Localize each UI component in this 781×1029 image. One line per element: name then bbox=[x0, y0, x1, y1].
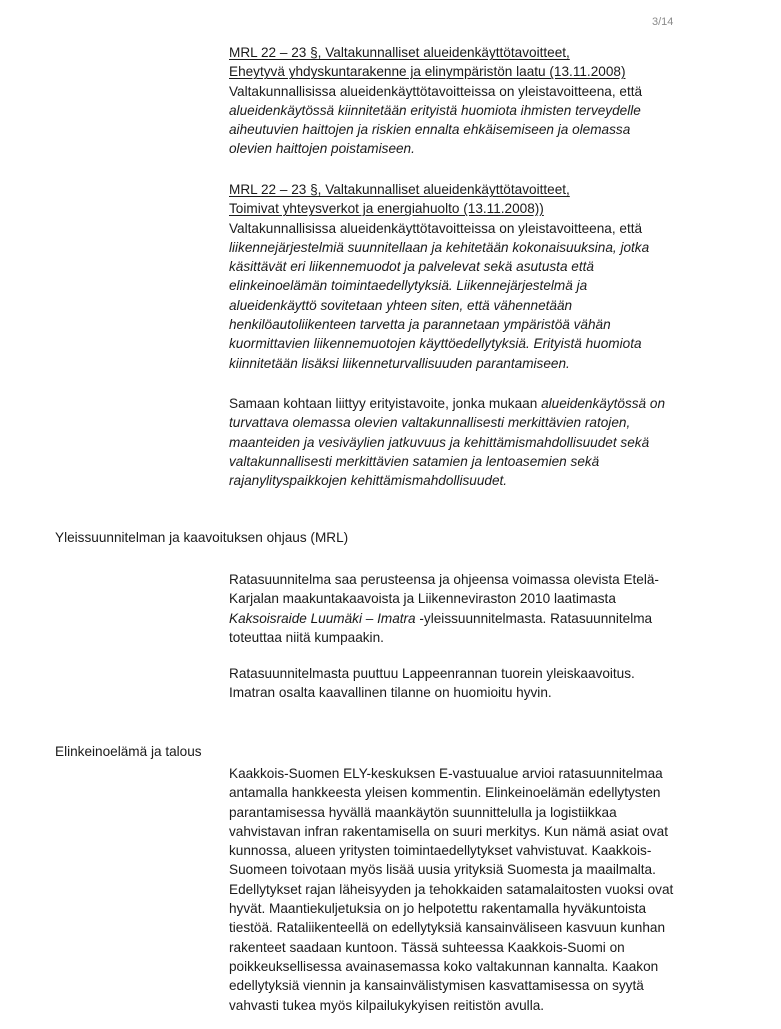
section-heading-line: Toimivat yhteysverkot ja energiahuolto (13.11.2008)) bbox=[229, 201, 544, 217]
quote-line: henkilöautoliikenteen tarvetta ja parannetaan ympäristöä vähän bbox=[229, 317, 611, 333]
quote-line: käsittävät eri liikennemuodot ja palvelevat sekä asutusta että bbox=[229, 259, 594, 275]
plain-text: Samaan kohtaan liittyy erityistavoite, jonka mukaan bbox=[229, 396, 542, 411]
page-number: 3/14 bbox=[652, 16, 674, 28]
paragraph-line: Valtakunnallisissa alueidenkäyttötavoitteissa on yleistavoitteena, että bbox=[229, 83, 643, 99]
section-yhteysverkot bbox=[229, 180, 729, 373]
paragraph-line: vahvistavan infran rakentamisella on suuri merkitys. Kun nämä asiat ovat bbox=[229, 823, 668, 839]
section-heading-line: MRL 22 – 23 §, Valtakunnalliset alueidenkäyttötavoitteet, bbox=[229, 182, 570, 197]
paragraph-line: Edellytykset rajan läheisyyden ja tehokkaiden satamalaitosten vuoksi ovat bbox=[229, 881, 674, 897]
paragraph-line: Imatran osalta kaavallinen tilanne on huomioitu hyvin. bbox=[229, 685, 552, 701]
yleissuunnitelma-paragraph-1 bbox=[229, 570, 729, 647]
paragraph-line: tiestöä. Rataliikenteellä on edellytyksiä kansainväliseen kasvuun kunhan bbox=[229, 920, 666, 936]
quote-line: valtakunnallisesti merkittävien satamien ja lentoasemien sekä bbox=[229, 453, 600, 469]
quote-line: liikennejärjestelmiä suunnitellaan ja kehitetään kokonaisuuksina, jotka bbox=[229, 239, 650, 255]
paragraph-line: parantamisessa hyvällä maankäytön suunnittelulla ja logistiikkaa bbox=[229, 804, 617, 820]
paragraph-line: toteuttaa niitä kumpaakin. bbox=[229, 629, 384, 645]
quote-line: kuormittavien liikennemuotojen käyttöedellytyksiä. Erityistä huomiota bbox=[229, 336, 642, 352]
paragraph-line: antamalla hankkeesta yleisen kommentin. Elinkeinoelämän edellytysten bbox=[229, 785, 661, 801]
side-heading-elinkeinoelama: Elinkeinoelämä ja talous bbox=[55, 744, 202, 759]
section-heading-line: MRL 22 – 23 §, Valtakunnalliset alueidenkäyttötavoitteet, bbox=[229, 45, 570, 60]
paragraph-line: Karjalan maakuntakaavoista ja Liikenneviraston 2010 laatimasta bbox=[229, 591, 616, 607]
elinkeinoelama-paragraph bbox=[229, 764, 729, 1015]
quote-line: alueidenkäytössä kiinnitetään erityistä huomiota ihmisten terveydelle bbox=[229, 102, 641, 118]
paragraph-line: rakenteet saadaan kuntoon. Tässä suhteessa Kaakkois-Suomi on bbox=[229, 939, 625, 955]
quote-text: alueidenkäytössä on bbox=[541, 396, 666, 411]
paragraph-line: hyvät. Maantiekuljetuksia on jo helpotettu rakentamalla hyväkuntoista bbox=[229, 901, 647, 917]
paragraph-line: kunnossa, alueen yritysten toimintaedellytykset vahvistuvat. Kaakkois- bbox=[229, 843, 652, 859]
quote-line: elinkeinoelämän toimintaedellytyksiä. Liikennejärjestelmä ja bbox=[229, 278, 588, 294]
plan-title: Kaksoisraide Luumäki – Imatra bbox=[229, 610, 416, 626]
quote-line: aiheutuvien haittojen ja riskien ennalta ehkäisemiseen ja olemassa bbox=[229, 122, 631, 138]
paragraph-line: vahvasti tukea myös kilpailukykyisen reitistön avulla. bbox=[229, 997, 545, 1013]
paragraph-line bbox=[229, 394, 729, 413]
side-heading-yleissuunnitelma: Yleissuunnitelman ja kaavoituksen ohjaus (MRL) bbox=[55, 530, 349, 545]
paragraph-line: Ratasuunnitelma saa perusteensa ja ohjeensa voimassa olevista Etelä- bbox=[229, 572, 659, 587]
yleissuunnitelma-paragraph-2 bbox=[229, 664, 729, 703]
paragraph-line: Valtakunnallisissa alueidenkäyttötavoitteissa on yleistavoitteena, että bbox=[229, 220, 643, 236]
quote-line: kiinnitetään lisäksi liikenneturvallisuuden parantamiseen. bbox=[229, 355, 570, 371]
quote-line: maanteiden ja vesiväylien jatkuvuus ja kehittämismahdollisuudet sekä bbox=[229, 434, 650, 450]
section-heading-line: Eheytyvä yhdyskuntarakenne ja elinympäristön laatu (13.11.2008) bbox=[229, 64, 626, 80]
quote-line: rajanylityspaikkojen kehittämismahdollisuudet. bbox=[229, 473, 508, 489]
section-erityistavoite bbox=[229, 394, 729, 490]
paragraph-line: poikkeuksellisessa avainasemassa koko valtakunnan kannalta. Kaakon bbox=[229, 958, 659, 974]
quote-line: olevien haittojen poistamiseen. bbox=[229, 141, 415, 157]
quote-line: turvattava olemassa olevien valtakunnallisesti merkittävien ratojen, bbox=[229, 415, 631, 431]
paragraph-line: Ratasuunnitelmasta puuttuu Lappeenrannan tuorein yleiskaavoitus. bbox=[229, 666, 635, 681]
paragraph-line: edellytyksiä viennin ja kansainvälistymisen kasvattamisessa on syytä bbox=[229, 978, 644, 994]
paragraph-line: Suomeen toivotaan myös lisää uusia yrityksiä Suomesta ja maailmalta. bbox=[229, 862, 656, 878]
paragraph-line: Kaakkois-Suomen ELY-keskuksen E-vastuualue arvioi ratasuunnitelmaa bbox=[229, 766, 663, 781]
paragraph-line bbox=[229, 609, 729, 628]
section-eheytyva bbox=[229, 43, 729, 159]
plain-text: -yleissuunnitelmasta. Ratasuunnitelma bbox=[415, 610, 653, 626]
quote-line: alueidenkäyttö sovitetaan yhteen siten, että vähennetään bbox=[229, 297, 573, 313]
